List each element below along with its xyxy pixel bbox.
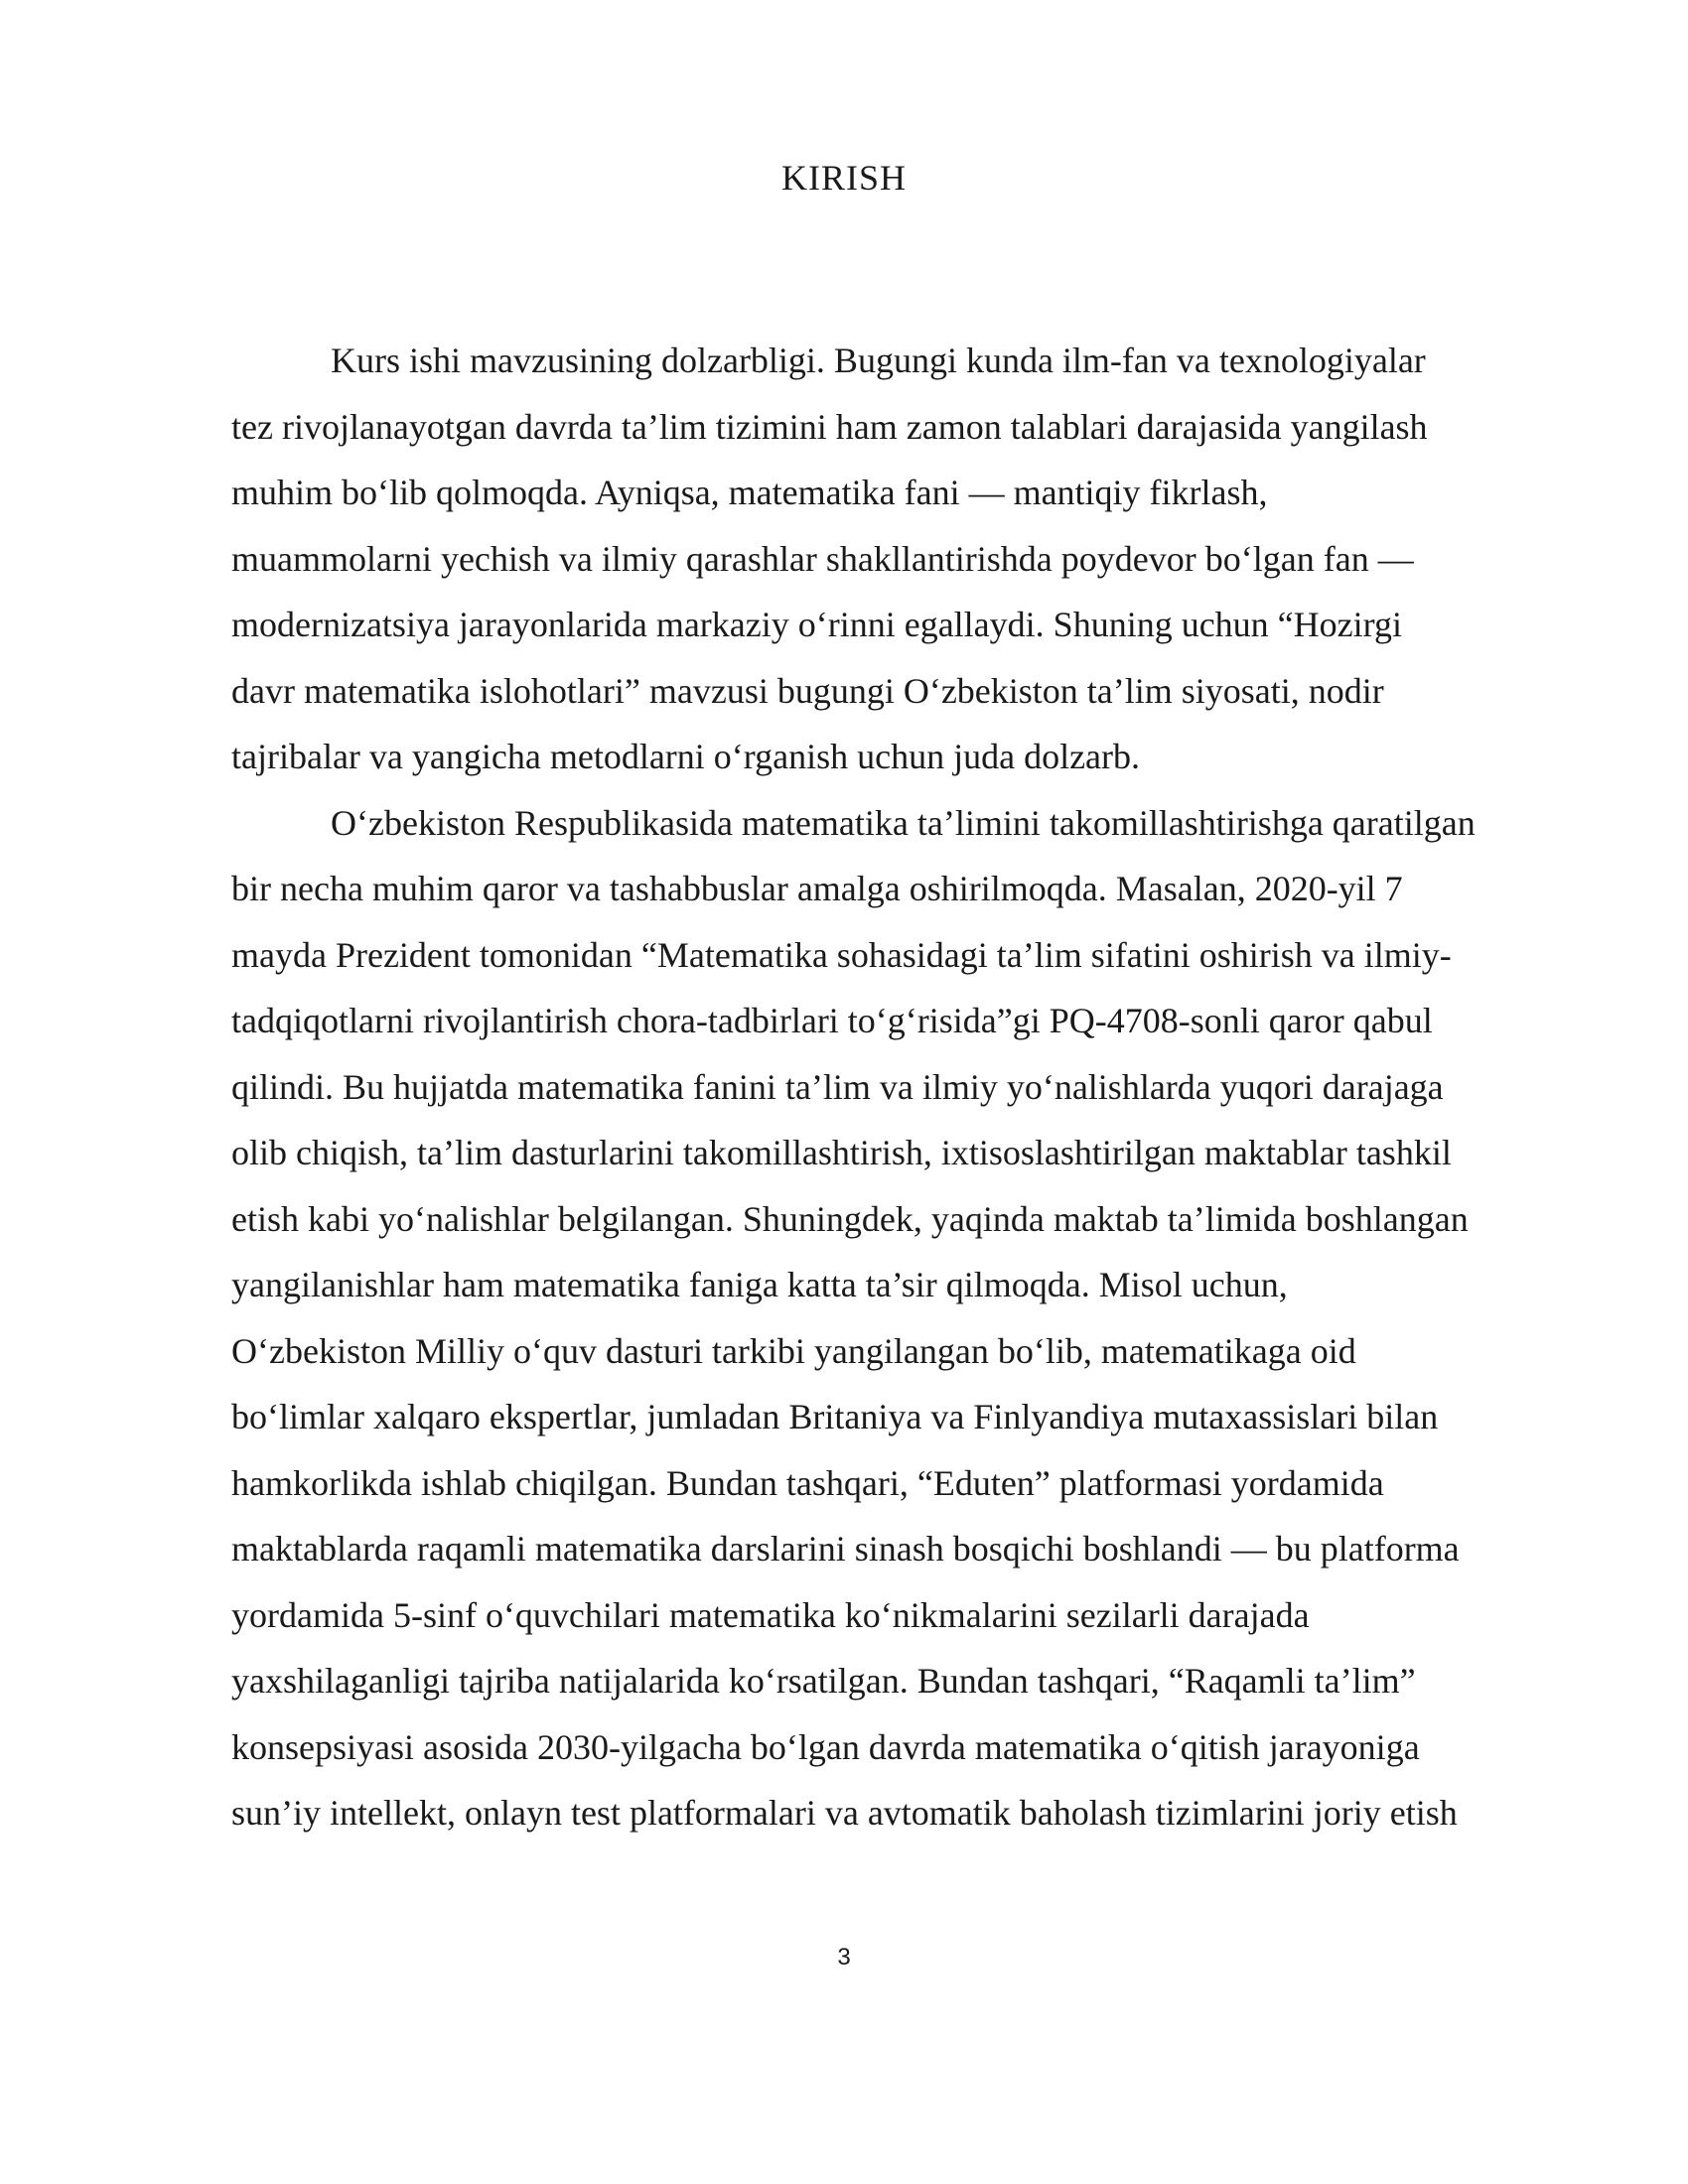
text-line: qilindi. Bu hujjatda matematika fanini ta’lim va ilmiy yo‘nalishlarda yuqori darajaga bbox=[231, 1066, 1444, 1107]
text-line: yordamida 5-sinf o‘quvchilari matematika ko‘nikmalarini sezilarli darajada bbox=[231, 1594, 1310, 1635]
text-line: maktablarda raqamli matematika darslarini sinash bosqichi boshlandi — bu platforma bbox=[231, 1529, 1460, 1569]
text-line: bir necha muhim qaror va tashabbuslar amalga oshirilmoqda. Masalan, 2020-yil 7 bbox=[231, 869, 1403, 908]
text-line: O‘zbekiston Milliy o‘quv dasturi tarkibi yangilangan bo‘lib, matematikaga oid bbox=[231, 1330, 1356, 1371]
text-line: mayda Prezident tomonidan “Matematika sohasidagi ta’lim sifatini oshirish va ilmiy- bbox=[231, 934, 1452, 975]
text-line: etish kabi yo‘nalishlar belgilangan. Shuningdek, yaqinda maktab ta’limida boshlangan bbox=[231, 1198, 1469, 1239]
text-line: modernizatsiya jarayonlarida markaziy o‘rinni egallaydi. Shuning uchun “Hozirgi bbox=[231, 605, 1402, 644]
page-number: 3 bbox=[837, 1944, 851, 1971]
page-title: KIRISH bbox=[780, 158, 907, 198]
paragraph-relevance bbox=[231, 328, 1567, 790]
paragraph-reforms bbox=[231, 790, 1567, 1846]
text-line: muhim bo‘lib qolmoqda. Ayniqsa, matematika fani — mantiqiy fikrlash, bbox=[231, 473, 1268, 512]
text-line: O‘zbekiston Respublikasida matematika ta’limini takomillashtirishga qaratilgan bbox=[331, 802, 1476, 843]
text-line: davr matematika islohotlari” mavzusi bugungi O‘zbekiston ta’lim siyosati, nodir bbox=[231, 670, 1384, 711]
text-line: tadqiqotlarni rivojlantirish chora-tadbirlari to‘g‘risida”gi PQ-4708-sonli qaror qabul bbox=[231, 1001, 1433, 1040]
text-line: tajribalar va yangicha metodlarni o‘rganish uchun juda dolzarb. bbox=[231, 737, 1141, 776]
text-line: hamkorlikda ishlab chiqilgan. Bundan tashqari, “Eduten” platformasi yordamida bbox=[231, 1462, 1384, 1503]
text-line: olib chiqish, ta’lim dasturlarini takomillashtirish, ixtisoslashtirilgan maktablar tashkil bbox=[231, 1133, 1452, 1172]
document-body bbox=[231, 328, 1567, 1846]
text-line: bo‘limlar xalqaro ekspertlar, jumladan Britaniya va Finlyandiya mutaxassislari bilan bbox=[231, 1397, 1439, 1436]
text-line: yaxshilaganligi tajriba natijalarida ko‘rsatilgan. Bundan tashqari, “Raqamli ta’lim” bbox=[231, 1661, 1416, 1701]
text-line: muammolarni yechish va ilmiy qarashlar shakllantirishda poydevor bo‘lgan fan — bbox=[231, 538, 1414, 579]
text-line: konsepsiyasi asosida 2030-yilgacha bo‘lgan davrda matematika o‘qitish jarayoniga bbox=[231, 1726, 1420, 1767]
text-line: tez rivojlanayotgan davrda ta’lim tizimini ham zamon talablari darajasida yangilash bbox=[231, 406, 1428, 447]
text-line: sun’iy intellekt, onlayn test platformalari va avtomatik baholash tizimlarini joriy etish bbox=[231, 1793, 1458, 1833]
text-line: Kurs ishi mavzusining dolzarbligi. Bugungi kunda ilm-fan va texnologiyalar bbox=[331, 341, 1426, 380]
text-line: yangilanishlar ham matematika faniga katta ta’sir qilmoqda. Misol uchun, bbox=[231, 1265, 1288, 1304]
